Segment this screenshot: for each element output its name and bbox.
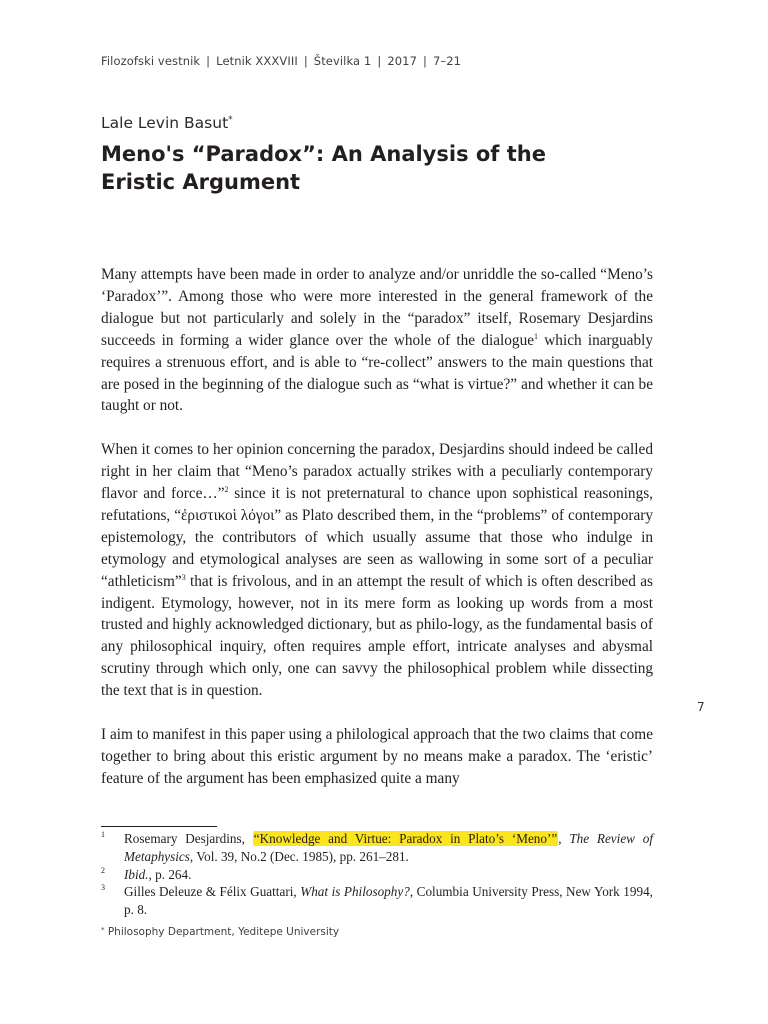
footnote-1 [101, 830, 653, 866]
separator: | [423, 54, 427, 68]
footnote-ref-1[interactable]: 1 [534, 331, 539, 341]
affiliation-marker: * [101, 926, 105, 934]
footnotes [101, 830, 653, 919]
footnote-ref-2[interactable]: 2 [224, 485, 229, 495]
paragraph-1 [101, 264, 653, 417]
footnote-3 [101, 883, 653, 919]
page-range: 7–21 [433, 54, 462, 68]
footnote-text: , [558, 831, 570, 846]
title-line-2: Eristic Argument [101, 170, 301, 194]
volume: Letnik XXXVIII [216, 54, 298, 68]
paragraph-2 [101, 439, 653, 702]
footnote-number: 3 [101, 883, 105, 893]
paragraph-3: I aim to manifest in this paper using a philological approach that the two claims that come together to bring about this eristic argument by no means make a paradox. The ‘eristic’ feature of the argument has been emphasized quite a many [101, 726, 653, 787]
p1-text-b: which inarguably requires a strenuous effort, and is able to “re-collect” answers to the main questions that are posed in the beginning of the dialogue such as “what is virtue?” and whether it can be taught or not. [101, 331, 654, 415]
p2-text-a: When it comes to her opinion concerning the paradox, Desjardins should indeed be called right in her claim that “Meno’s paradox actually strikes with a peculiarly contemporary flavor and force…” [101, 441, 653, 503]
ibid: Ibid. [124, 866, 149, 882]
article-body [101, 264, 653, 812]
affiliation-text: Philosophy Department, Yeditepe University [107, 926, 340, 938]
journal-name: Filozofski vestnik [101, 54, 201, 68]
author-line [101, 114, 233, 132]
footnote-number: 1 [101, 830, 105, 839]
running-head [101, 54, 461, 68]
article-title [101, 140, 661, 196]
issue: Številka 1 [313, 54, 372, 68]
footnote-text: Gilles Deleuze & Félix Guattari, [124, 884, 301, 900]
separator: | [377, 54, 382, 68]
year: 2017 [387, 54, 418, 68]
title-line-1: Meno's “Paradox”: An Analysis of the [101, 142, 546, 166]
highlighted-citation[interactable]: “Knowledge and Virtue: Paradox in Plato’s ‘Meno’” [253, 831, 558, 846]
footnote-ref-3[interactable]: 3 [181, 572, 186, 582]
footnote-number: 2 [101, 865, 105, 875]
footnote-text: Rosemary Desjardins, [124, 831, 253, 846]
footnote-2 [101, 866, 653, 884]
p2-text-b: since it is not preternatural to chance upon sophistical reasonings, refutations, “ἐριστικοὶ λόγοι” as Plato described them, in the “problems” of contemporary epistemology, the contributors of which usually assume that those who indulge in etymology and etymological analyses are seen as wallowing in some sort of a peculiar “athleticism” [101, 485, 654, 590]
separator: | [206, 54, 211, 68]
footnote-text: , Columbia University Press, New York 1994, p. 8. [124, 884, 653, 918]
p2-text-c: that is frivolous, and in an attempt the result of which is often described as indigent. Etymology, however, not in its mere form as looking up words from a most trusted and highly acknowledged dictionary, but as philo-logy, as the fundamental basis of any philosophical inquiry, often requires ample effort, intricate analyses and abysmal scrutiny through which only, one can savvy the philosophical problem while dissecting the text that is in question. [101, 572, 653, 700]
book-title: What is Philosophy? [300, 884, 410, 900]
author-affiliation [101, 926, 339, 938]
author-marker: * [228, 115, 233, 125]
separator: | [303, 54, 308, 68]
journal-title: The Review of Metaphysics [124, 831, 654, 864]
p1-text-a: Many attempts have been made in order to analyze and/or unriddle the so-called “Meno’s ‘Paradox’”. Among those who were more interested in the general framework of the dialogue but not particularly and solely in the “paradox” itself, Rosemary Desjardins succeeds in forming a wider glance over the whole of the dialogue [101, 266, 653, 349]
footnote-text: , p. 264. [148, 866, 192, 882]
author-name: Lale Levin Basut [101, 114, 229, 132]
page-number: 7 [697, 700, 705, 714]
footnote-text: , Vol. 39, No.2 (Dec. 1985), pp. 261–281. [189, 848, 409, 864]
